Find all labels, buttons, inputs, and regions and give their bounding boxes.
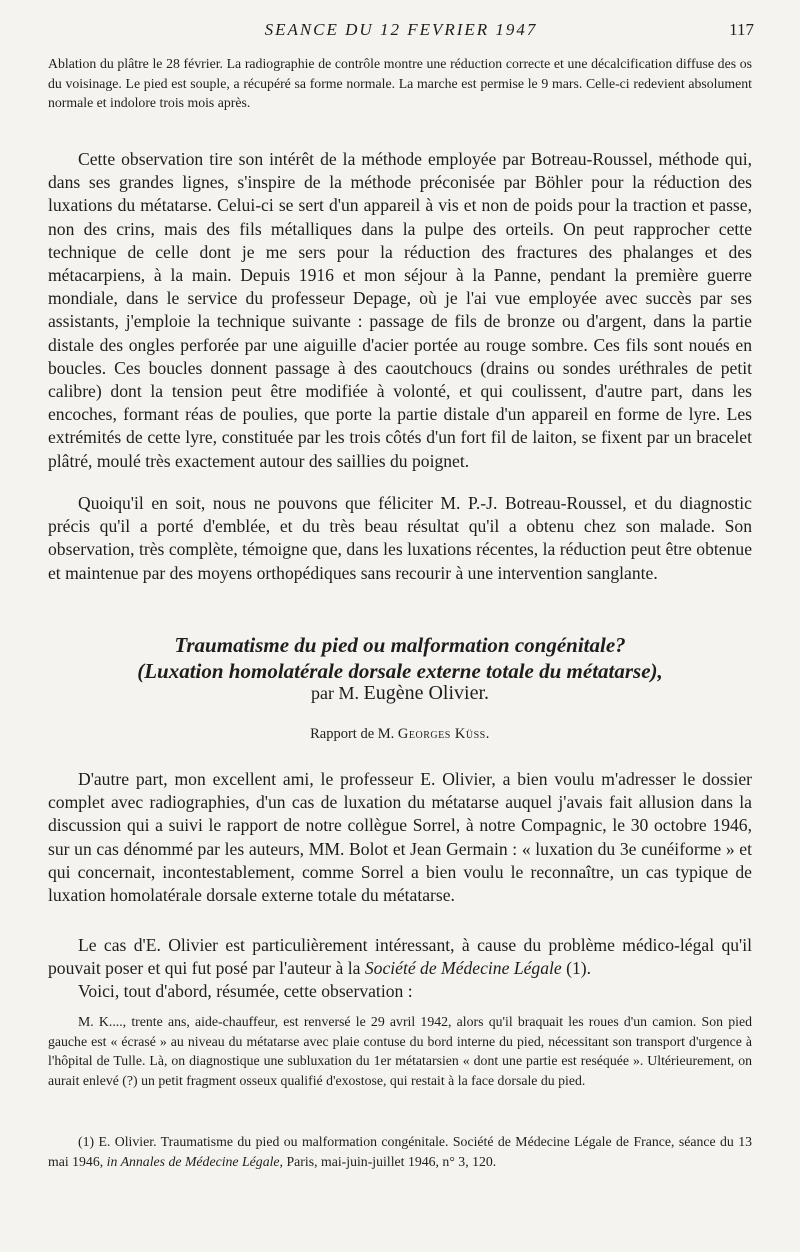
byline bbox=[48, 682, 752, 705]
article-title-line-2: (Luxation homolatérale dorsale externe totale du métatarse), bbox=[137, 659, 663, 683]
commentary-paragraph-1: Cette observation tire son intérêt de la méthode employée par Botreau-Roussel, méthode qui, dans ses grandes lignes, s'inspire de la méthode préconisée par Böhler pour la réduction des luxations du métatarse. Celui-ci se sert d'un appareil à vis et non de poids pour la traction et passe, non des crins, mais des fils métalliques dans la pulpe des orteils. On peut rapprocher cette technique de celle dont je me sers pour la réduction des fractures des phalanges et des métacarpiens, à la main. Depuis 1916 et mon séjour à la Panne, pendant la première guerre mondiale, dans le service du professeur Depage, où je l'ai vue employée avec succès par ses assistants, j'emploie la technique suivante : passage de fils de bronze ou d'argent, dans la partie distale des ongles perforée par une aiguille d'acier portée au rouge sombre. Ces fils sont noués en boucles. Ces boucles donnent passage à des caoutchoucs (drains ou sondes uréthrales de petit calibre) dont la tension peut être modifiée à volonté, et qui coulissent, d'autre part, dans les encoches, formant réas de poulies, que porte la partie distale d'un appareil en forme de lyre. Les extrémités de cette lyre, constituée par les trois côtés d'un fort fil de laiton, se fixent par un bracelet plâtré, moulé très exactement autour des saillies du poignet. bbox=[48, 149, 752, 471]
author-name: Eugène Olivier. bbox=[363, 682, 490, 704]
footnote-text: (1) E. Olivier. Traumatisme du pied ou malformation congénitale. Société de Médecine Légale de France, séance du 13 mai 1946, bbox=[48, 1134, 752, 1169]
page-header bbox=[48, 20, 754, 46]
journal-reference: Société de Médecine Légale bbox=[364, 958, 562, 979]
report-paragraph-1: D'autre part, mon excellent ami, le professeur E. Olivier, a bien voulu m'adresser le dossier complet avec radiographies, d'un cas de luxation du métatarse auquel j'avais fait allusion dans la discussion qui a suivi le rapport de notre collègue Sorrel, à notre Compagnic, le 30 octobre 1946, sur un cas dénommé par les auteurs, MM. Bolot et Jean Germain : « luxation du 3e cunéiforme » et qui concernait, incontestablement, comme Sorrel a bien voulu le reconnaître, un cas typique de luxation homolatérale dorsale externe totale du métatarse. bbox=[48, 769, 752, 906]
footnote-tail: Paris, mai-juin-juillet 1946, n° 3, 120. bbox=[286, 1153, 497, 1169]
byline-prefix: par M. bbox=[310, 683, 359, 703]
case-paragraph: M. K...., trente ans, aide-chauffeur, est renversé le 29 avril 1942, alors qu'il braquait les roues d'un camion. Son pied gauche est « écrasé » au niveau du métatarse avec plaie contuse du bord interne du pied, nécessitant son transport d'urgence à l'hôpital de Tulle. Là, on diagnostique une subluxation du 1er métatarsien « dont une partie est reséquée ». Ultérieurement, on aurait enlevé (?) un petit fragment osseux qualifié d'exostose, qui restait à la face dorsale du pied. bbox=[48, 1014, 752, 1088]
footnote-marker: (1). bbox=[566, 958, 592, 979]
page-number: 117 bbox=[729, 20, 754, 39]
report-prefix: Rapport de M. bbox=[310, 726, 395, 742]
article-title bbox=[48, 632, 752, 684]
top-paragraph: Ablation du plâtre le 28 février. La radiographie de contrôle montre une réduction correcte et une décalcification diffuse des os du voisinage. Le pied est souple, a récupéré sa forme normale. La marche est permise le 9 mars. Celle-ci redevient absolument normale et indolore trois mois après. bbox=[48, 56, 752, 111]
report-paragraph-3: Voici, tout d'abord, résumée, cette observation : bbox=[78, 981, 413, 1001]
report-line bbox=[48, 726, 752, 743]
footnote-journal: in Annales de Médecine Légale, bbox=[106, 1153, 284, 1169]
footnote bbox=[48, 1132, 752, 1171]
report-author: Georges Küss. bbox=[397, 726, 490, 742]
report-paragraph-2 bbox=[48, 934, 752, 980]
report-paragraph-2-text: Le cas d'E. Olivier est particulièrement intéressant, à cause du problème médico-légal qu'il pouvait poser et qui fut posé par l'auteur à la bbox=[48, 935, 752, 979]
commentary-paragraph-2: Quoiqu'il en soit, nous ne pouvons que féliciter M. P.-J. Botreau-Roussel, et du diagnostic précis qu'il a porté d'emblée, et du très beau résultat qu'il a obtenu chez son malade. Son observation, très complète, témoigne que, dans les luxations récentes, la réduction peut être obtenue et maintenue par des moyens orthopédiques sans recourir à une intervention sanglante. bbox=[48, 493, 752, 583]
running-title: SEANCE DU 12 FEVRIER 1947 bbox=[264, 20, 538, 39]
article-title-line-1: Traumatisme du pied ou malformation congénitale? bbox=[174, 633, 626, 657]
